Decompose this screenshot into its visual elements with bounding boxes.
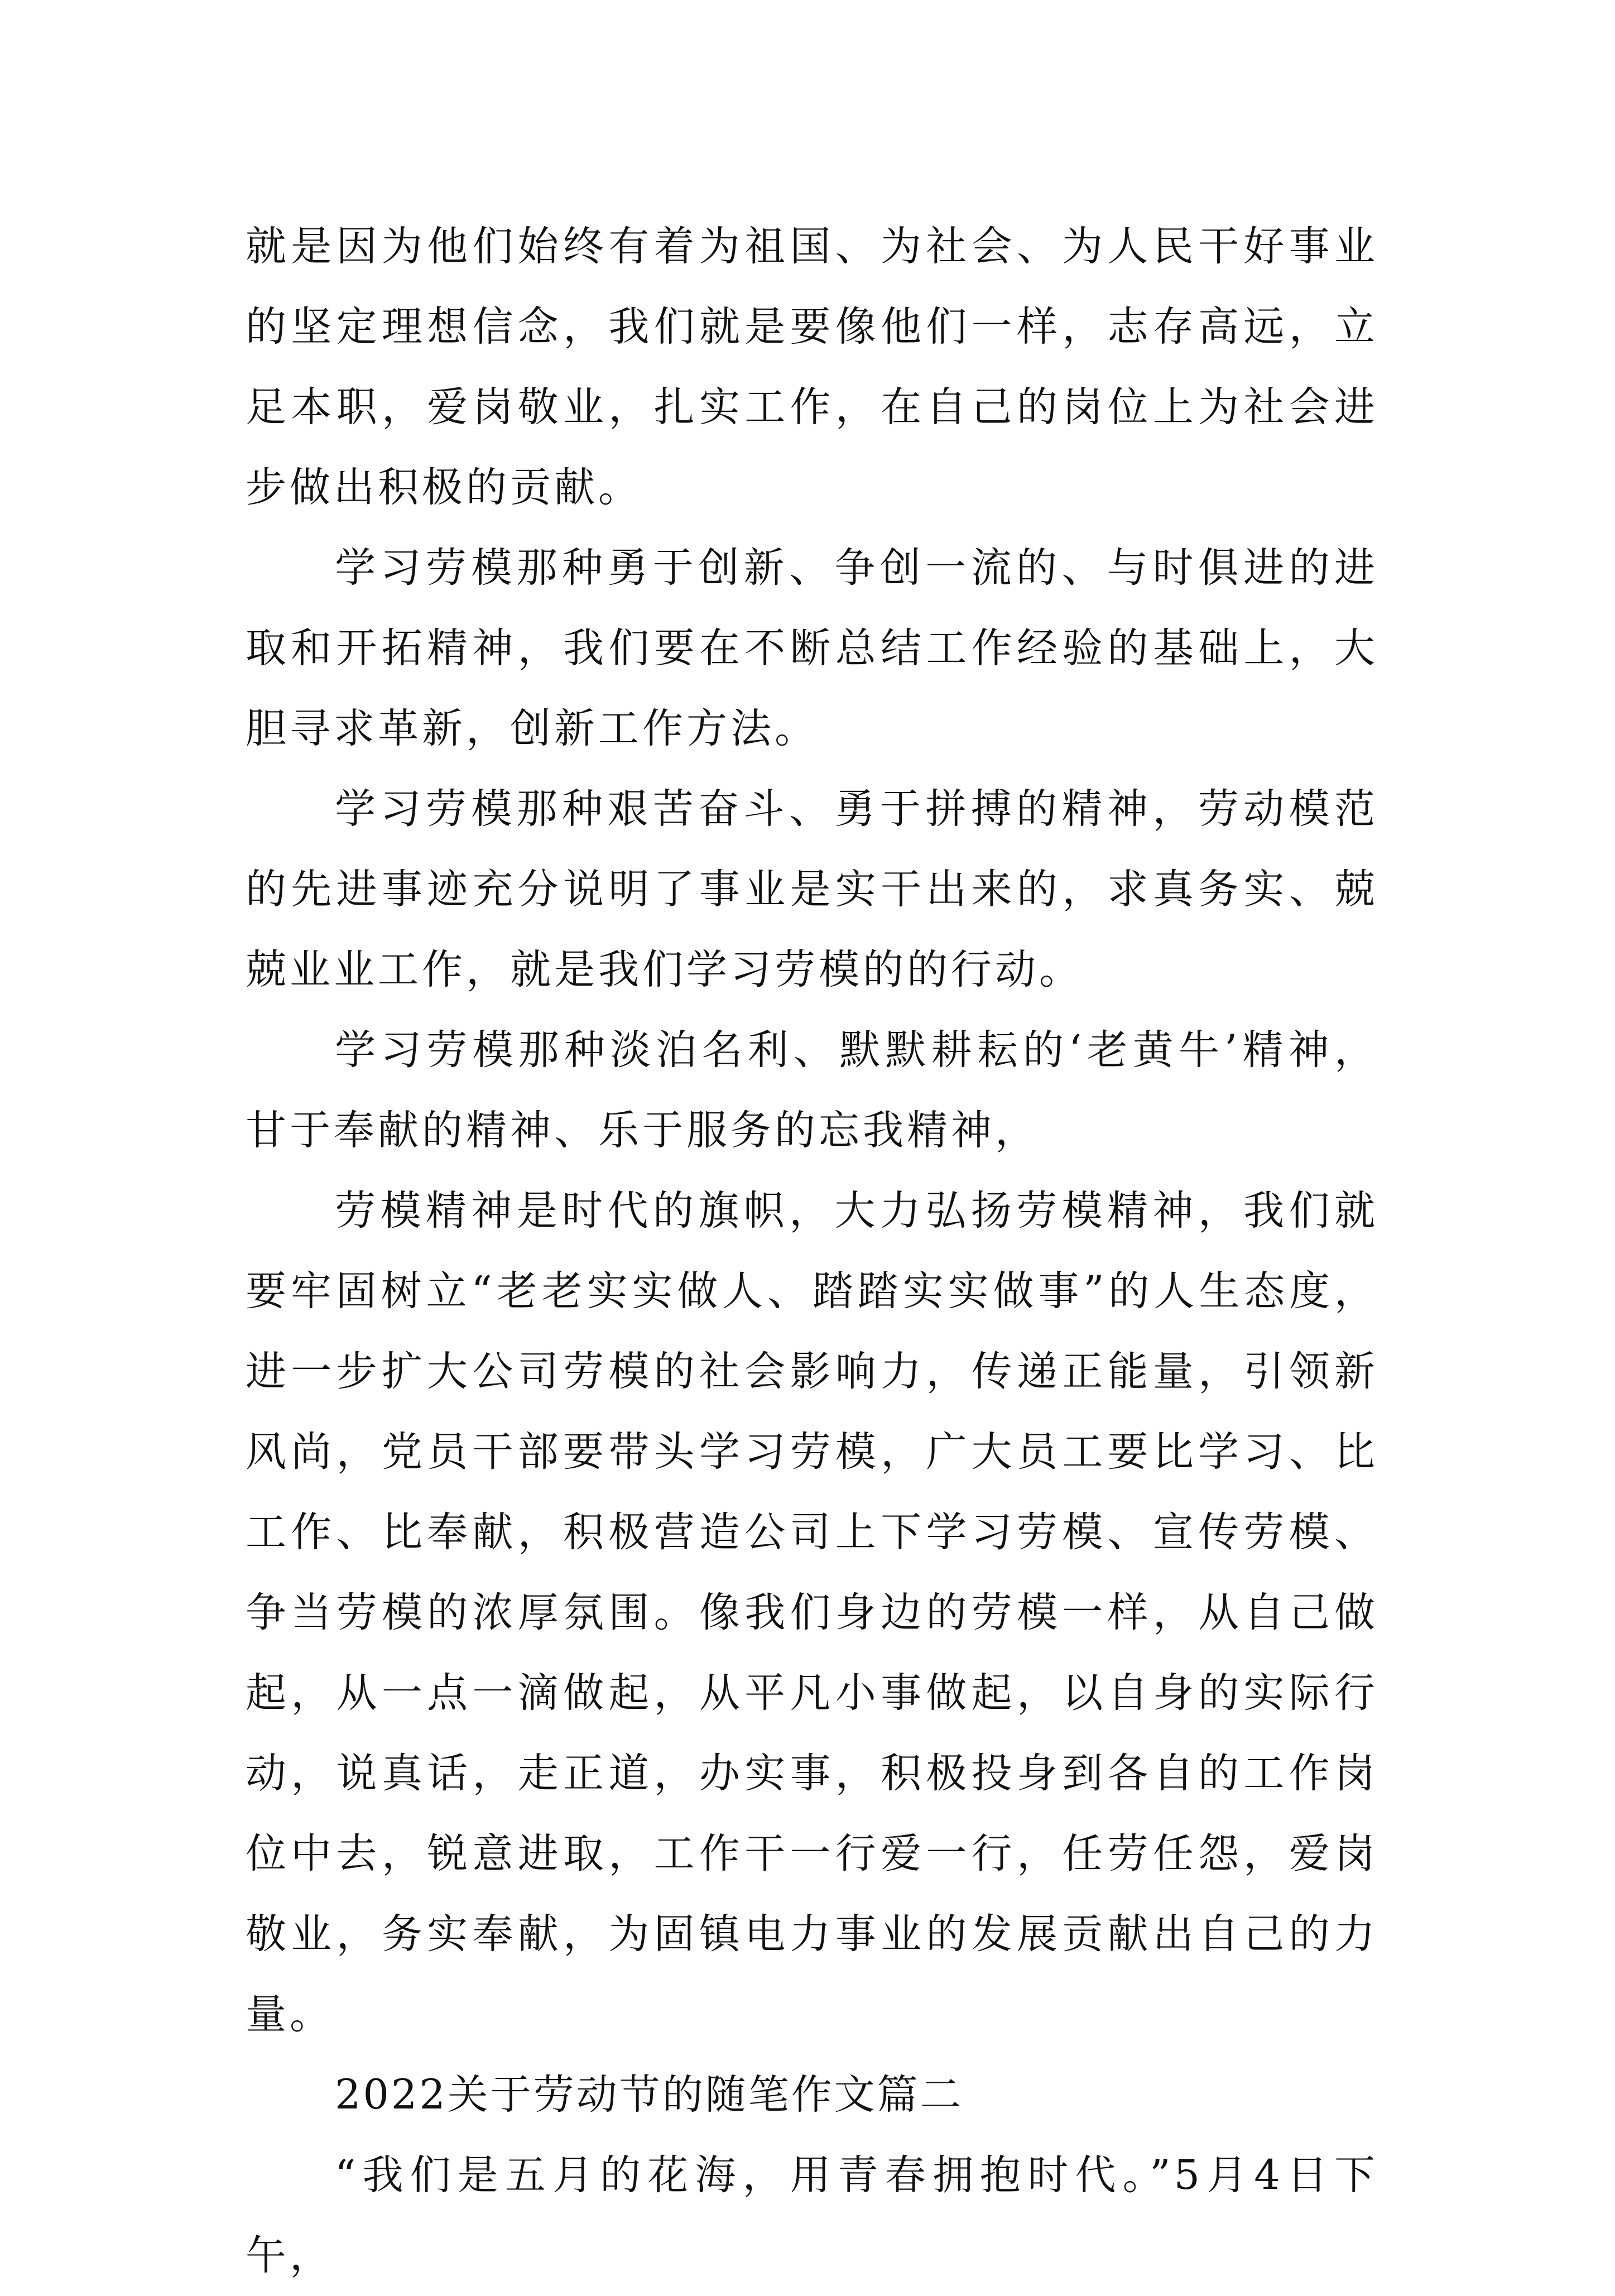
paragraph-model-worker-banner: 劳模精神是时代的旗帜，大力弘扬劳模精神，我们就要牢固树立“老老实实做人、踏踏实实做事”的人生态度，进一步扩大公司劳模的社会影响力，传递正能量，引领新风尚，党员干部要带头学习劳模，广大员工要比学习、比工作、比奉献，积极营造公司上下学习劳模、宣传劳模、争当劳模的浓厚氛围。像我们身边的劳模一样，从自己做起，从一点一滴做起，从平凡小事做起，以自身的实际行动，说真话，走正道，办实事，积极投身到各自的工作岗位中去，锐意进取，工作干一行爱一行，任劳任怨，爱岗敬业，务实奉献，为固镇电力事业的发展贡献出自己的力量。	[246, 1187, 1378, 2038]
paragraph-hard-work-spirit: 学习劳模那种艰苦奋斗、勇于拼搏的精神，劳动模范的先进事迹充分说明了事业是实干出来的，求真务实、兢兢业业工作，就是我们学习劳模的的行动。	[246, 785, 1378, 993]
paragraph-continuation: 就是因为他们始终有着为祖国、为社会、为人民干好事业的坚定理想信念，我们就是要像他们一样，志存高远，立足本职，爱岗敬业，扎实工作，在自己的岗位上为社会进步做出积极的贡献。	[246, 223, 1378, 511]
section-heading: 2022关于劳动节的随笔作文篇二	[335, 2071, 963, 2119]
document-body	[246, 206, 1378, 2296]
paragraph-may-flowers: “我们是五月的花海，用青春拥抱时代。”5月4日下午，	[246, 2151, 1378, 2279]
paragraph-innovation-spirit: 学习劳模那种勇于创新、争创一流的、与时俱进的进取和开拓精神，我们要在不断总结工作经验的基础上，大胆寻求革新，创新工作方法。	[246, 544, 1378, 752]
paragraph-dedication-spirit: 学习劳模那种淡泊名利、默默耕耘的‘老黄牛’精神，甘于奉献的精神、乐于服务的忘我精神，	[246, 1026, 1378, 1154]
